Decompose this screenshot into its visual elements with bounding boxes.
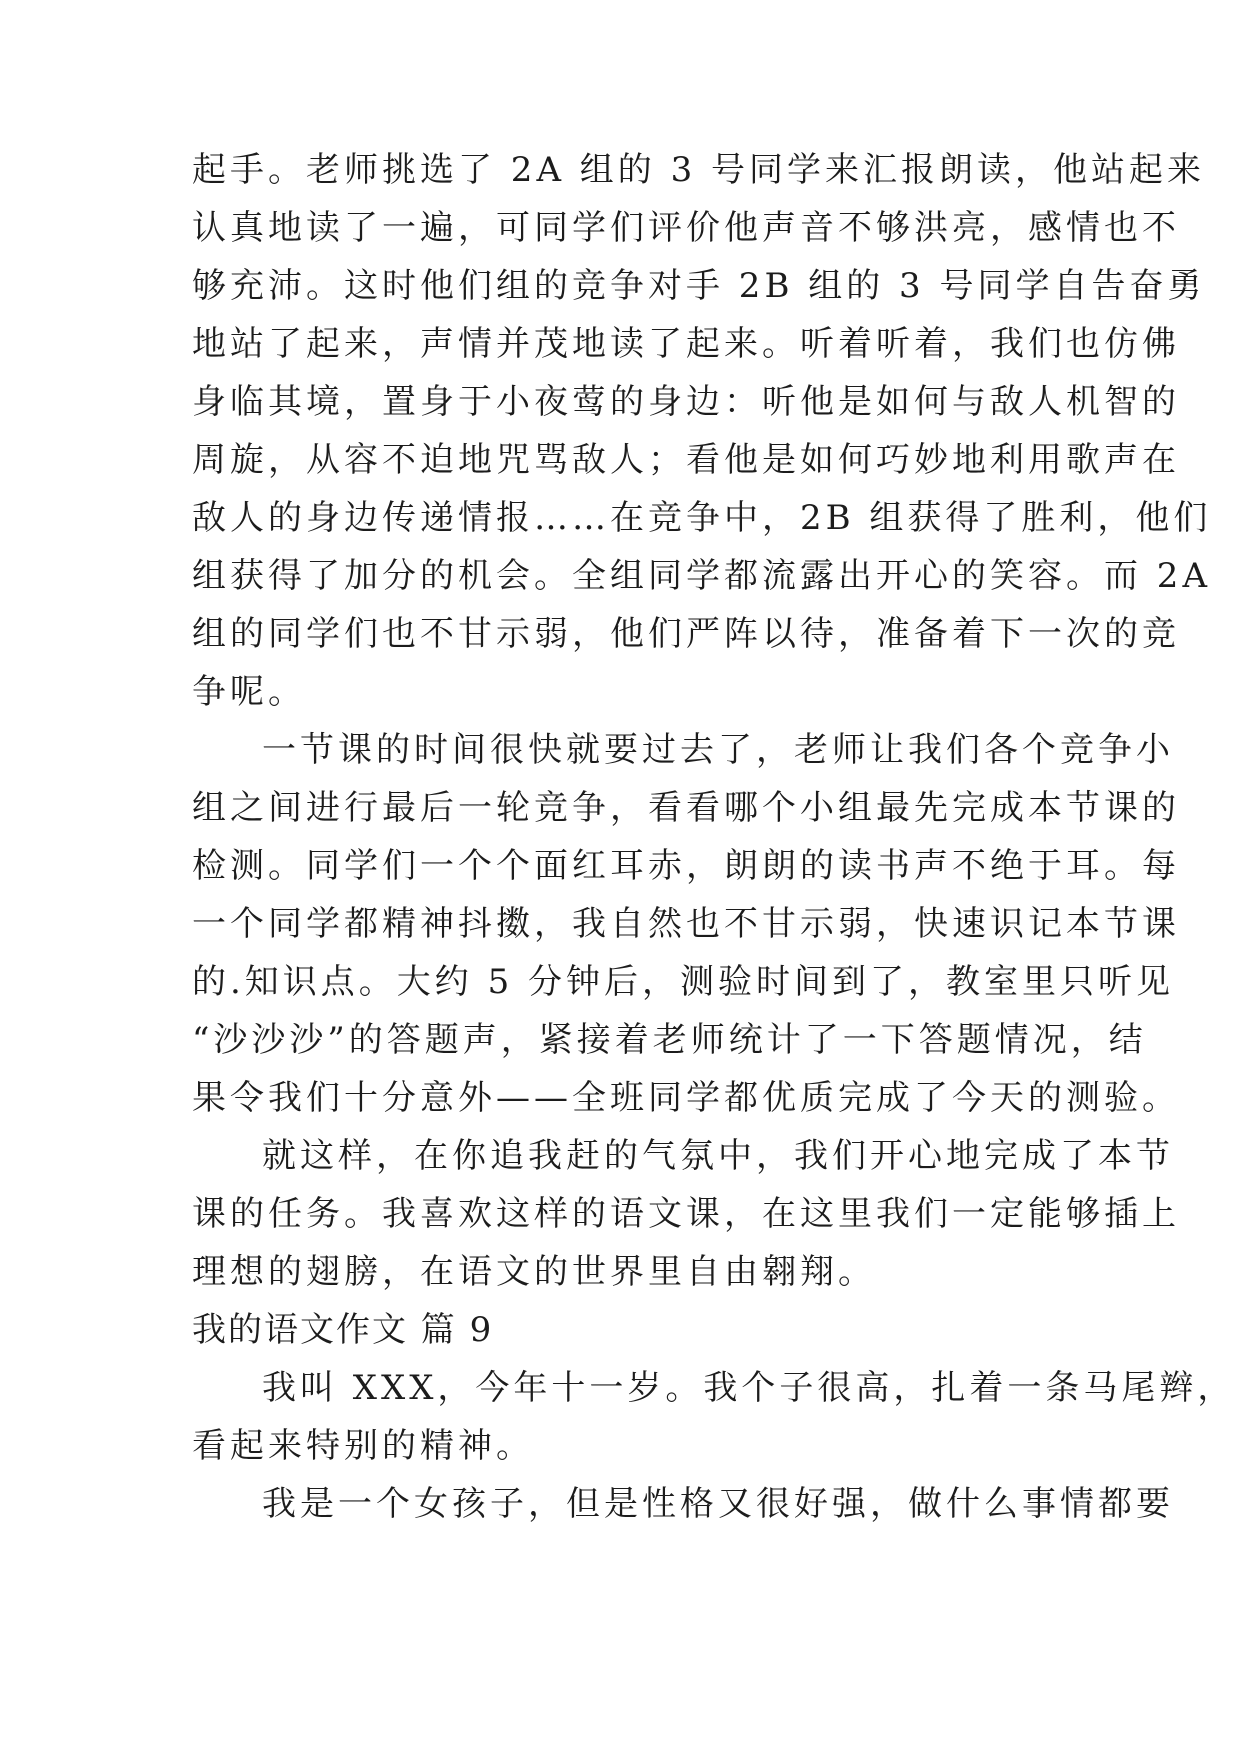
paragraph-line: 组之间进行最后一轮竞争，看看哪个小组最先完成本节课的	[192, 788, 1180, 828]
paragraph-line: 认真地读了一遍，可同学们评价他声音不够洪亮，感情也不	[192, 208, 1180, 248]
paragraph-line: 我叫 XXX，今年十一岁。我个子很高，扎着一条马尾辫，	[262, 1368, 1236, 1408]
paragraph-line: 果令我们十分意外——全班同学都优质完成了今天的测验。	[192, 1078, 1180, 1118]
paragraph-line: 敌人的身边传递情报……在竞争中，2B 组获得了胜利，他们	[192, 498, 1212, 538]
paragraph-line: 看起来特别的精神。	[192, 1426, 534, 1466]
paragraph-line: 的.知识点。大约 5 分钟后，测验时间到了，教室里只听见	[192, 962, 1175, 1002]
paragraph-line: 组的同学们也不甘示弱，他们严阵以待，准备着下一次的竞	[192, 614, 1180, 654]
paragraph-line: 理想的翅膀，在语文的世界里自由翱翔。	[192, 1252, 876, 1292]
paragraph-line: “沙沙沙”的答题声，紧接着老师统计了一下答题情况，结	[192, 1020, 1147, 1060]
paragraph-line: 就这样，在你追我赶的气氛中，我们开心地完成了本节	[262, 1136, 1174, 1176]
paragraph-line: 检测。同学们一个个面红耳赤，朗朗的读书声不绝于耳。每	[192, 846, 1180, 886]
paragraph-line: 课的任务。我喜欢这样的语文课，在这里我们一定能够插上	[192, 1194, 1180, 1234]
paragraph-line: 够充沛。这时他们组的竞争对手 2B 组的 3 号同学自告奋勇	[192, 266, 1206, 306]
paragraph-line: 一节课的时间很快就要过去了，老师让我们各个竞争小	[262, 730, 1174, 770]
paragraph-line: 地站了起来，声情并茂地读了起来。听着听着，我们也仿佛	[192, 324, 1180, 364]
paragraph-line: 起手。老师挑选了 2A 组的 3 号同学来汇报朗读，他站起来	[192, 150, 1206, 190]
paragraph-line: 我是一个女孩子，但是性格又很好强，做什么事情都要	[262, 1484, 1174, 1524]
paragraph-line: 组获得了加分的机会。全组同学都流露出开心的笑容。而 2A	[192, 556, 1211, 596]
paragraph-line: 争呢。	[192, 672, 306, 712]
paragraph-line: 一个同学都精神抖擞，我自然也不甘示弱，快速识记本节课	[192, 904, 1180, 944]
paragraph-line: 周旋，从容不迫地咒骂敌人；看他是如何巧妙地利用歌声在	[192, 440, 1180, 480]
paragraph-line: 身临其境，置身于小夜莺的身边：听他是如何与敌人机智的	[192, 382, 1180, 422]
section-heading: 我的语文作文 篇 9	[192, 1310, 494, 1350]
